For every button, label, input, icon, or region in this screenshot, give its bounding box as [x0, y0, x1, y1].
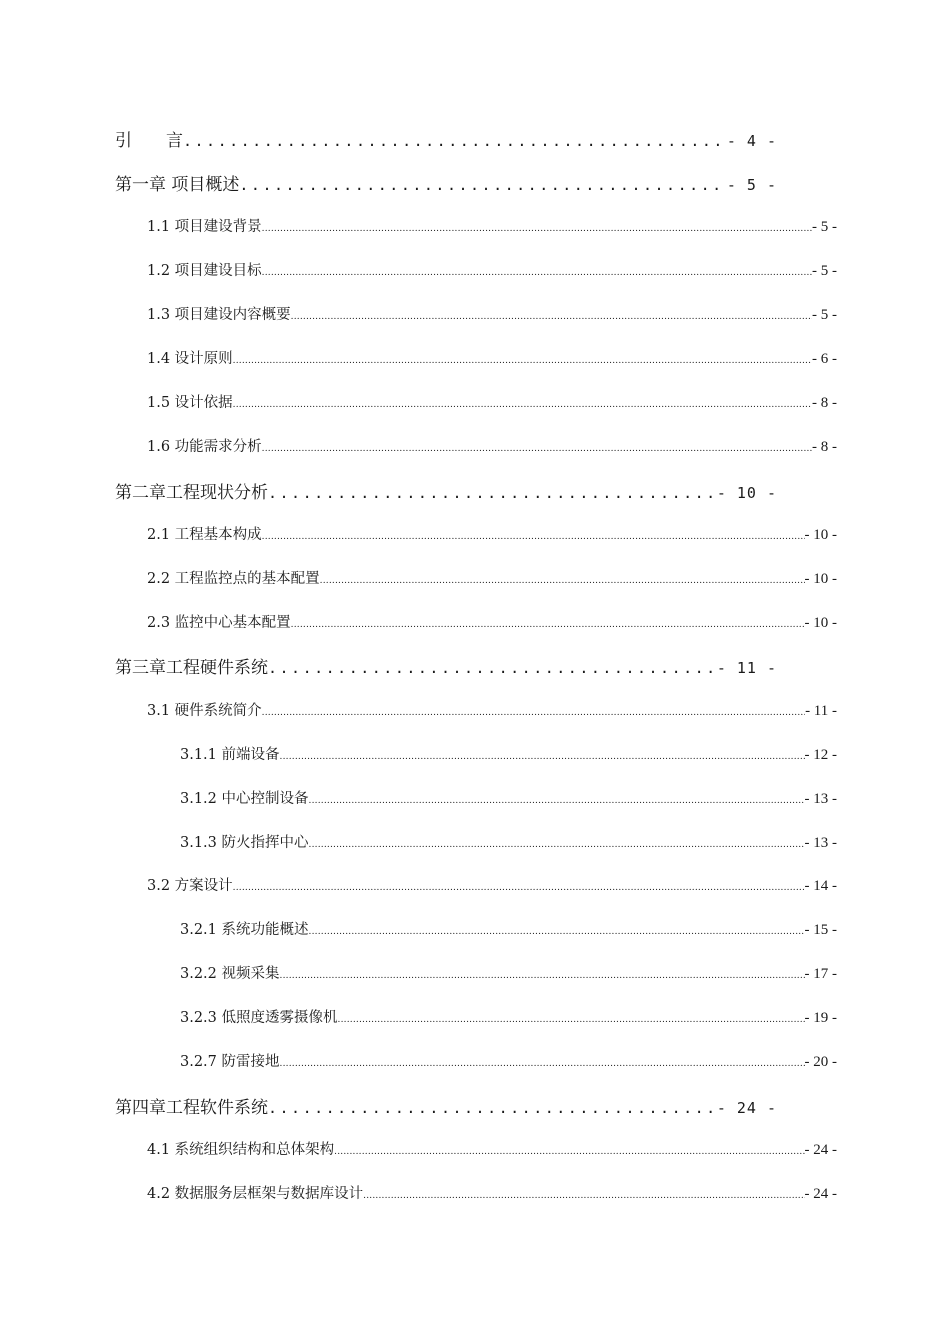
toc-page-number: - 10 - — [804, 527, 837, 543]
toc-title: 4.2 数据服务层框架与数据库设计 — [147, 1186, 364, 1202]
toc-entry[interactable] — [147, 699, 837, 720]
toc-title: 3.2.7 防雷接地 — [180, 1054, 280, 1070]
toc-title: 3.1.3 防火指挥中心 — [180, 835, 309, 851]
toc-entry[interactable] — [147, 523, 837, 544]
toc-title: 第三章工程硬件系统 — [115, 658, 268, 678]
toc-title: 2.2 工程监控点的基本配置 — [147, 571, 320, 587]
toc-entry[interactable] — [115, 126, 777, 151]
toc-title: 1.3 项目建设内容概要 — [147, 307, 291, 323]
dot-leader — [268, 1099, 715, 1117]
dot-leader — [291, 312, 812, 322]
dot-leader — [338, 1015, 805, 1025]
toc-entry[interactable] — [115, 170, 777, 195]
dot-leader — [183, 132, 725, 150]
toc-page-number: - 15 - — [804, 922, 837, 938]
toc-entry[interactable] — [147, 567, 837, 588]
toc-page-number: - 20 - — [804, 1054, 837, 1070]
toc-title: 3.2.1 系统功能概述 — [180, 922, 309, 938]
toc-page-number: - 10 - — [804, 571, 837, 587]
toc-entry[interactable] — [180, 831, 837, 852]
dot-leader — [239, 176, 724, 194]
toc-page-number: - 24 - — [804, 1142, 837, 1158]
toc-page-number: - 4 - — [726, 132, 777, 150]
toc-page-number: - 10 - — [804, 615, 837, 631]
dot-leader — [291, 620, 805, 630]
toc-page-number: - 13 - — [804, 835, 837, 851]
toc-entry[interactable] — [147, 303, 837, 324]
toc-entry[interactable] — [147, 611, 837, 632]
toc-entry[interactable] — [115, 653, 777, 678]
toc-entry[interactable] — [180, 1050, 837, 1071]
dot-leader — [309, 927, 805, 937]
toc-entry[interactable] — [180, 962, 837, 983]
dot-leader — [309, 796, 805, 806]
toc-page-number: - 12 - — [804, 747, 837, 763]
toc-title: 1.5 设计依据 — [147, 395, 233, 411]
toc-entry[interactable] — [180, 1006, 837, 1027]
dot-leader — [268, 484, 715, 502]
dot-leader — [233, 883, 805, 893]
toc-entry[interactable] — [180, 743, 837, 764]
toc-title: 2.3 监控中心基本配置 — [147, 615, 291, 631]
toc-page-number: - 19 - — [804, 1010, 837, 1026]
dot-leader — [334, 1147, 804, 1157]
toc-page-number: - 5 - — [812, 219, 837, 235]
toc-title: 第四章工程软件系统 — [115, 1098, 268, 1118]
toc-entry[interactable] — [147, 215, 837, 236]
dot-leader — [262, 444, 812, 454]
dot-leader — [233, 356, 812, 366]
dot-leader — [280, 752, 805, 762]
toc-page-number: - 24 - — [804, 1186, 837, 1202]
toc-title: 3.1.1 前端设备 — [180, 747, 280, 763]
toc-title: 3.1 硬件系统简介 — [147, 703, 262, 719]
toc-page-number: - 24 - — [716, 1099, 777, 1117]
toc-page-number: - 8 - — [812, 439, 837, 455]
dot-leader — [280, 1059, 805, 1069]
dot-leader — [262, 708, 805, 718]
dot-leader — [262, 268, 812, 278]
toc-entry[interactable] — [147, 347, 837, 368]
toc-page-number: - 6 - — [812, 351, 837, 367]
toc-title: 4.1 系统组织结构和总体架构 — [147, 1142, 335, 1158]
dot-leader — [309, 840, 805, 850]
toc-title: 2.1 工程基本构成 — [147, 527, 262, 543]
toc-title: 3.1.2 中心控制设备 — [180, 791, 309, 807]
dot-leader — [268, 659, 715, 677]
toc-title: 1.2 项目建设目标 — [147, 263, 262, 279]
dot-leader — [280, 971, 805, 981]
toc-entry[interactable] — [147, 259, 837, 280]
toc-title: 1.4 设计原则 — [147, 351, 233, 367]
toc-page-number: - 14 - — [804, 878, 837, 894]
dot-leader — [262, 224, 812, 234]
toc-entry[interactable] — [147, 391, 837, 412]
toc-page-number: - 8 - — [812, 395, 837, 411]
toc-page-number: - 17 - — [804, 966, 837, 982]
toc-title: 1.6 功能需求分析 — [147, 439, 262, 455]
dot-leader — [363, 1191, 804, 1201]
toc-page-number: - 5 - — [726, 176, 777, 194]
dot-leader — [320, 576, 805, 586]
dot-leader — [262, 532, 805, 542]
toc-entry[interactable] — [180, 787, 837, 808]
toc-page-number: - 5 - — [812, 307, 837, 323]
toc-entry[interactable] — [147, 435, 837, 456]
toc-entry[interactable] — [147, 1138, 837, 1159]
toc-entry[interactable] — [115, 478, 777, 503]
toc-title: 第二章工程现状分析 — [115, 483, 268, 503]
toc-entry[interactable] — [115, 1093, 777, 1118]
toc-page-number: - 11 - — [805, 703, 837, 719]
toc-page-number: - 10 - — [716, 484, 777, 502]
dot-leader — [233, 400, 812, 410]
toc-title: 1.1 项目建设背景 — [147, 219, 262, 235]
toc-page-number: - 13 - — [804, 791, 837, 807]
toc-entry[interactable] — [180, 918, 837, 939]
toc-title: 第一章 项目概述 — [115, 175, 240, 195]
toc-title: 引 言 — [115, 131, 183, 151]
toc-page-number: - 11 - — [716, 659, 777, 677]
toc-entry[interactable] — [147, 1182, 837, 1203]
toc-title: 3.2 方案设计 — [147, 878, 233, 894]
toc-entry[interactable] — [147, 874, 837, 895]
toc-title: 3.2.3 低照度透雾摄像机 — [180, 1010, 338, 1026]
toc-title: 3.2.2 视频采集 — [180, 966, 280, 982]
toc-page-number: - 5 - — [812, 263, 837, 279]
